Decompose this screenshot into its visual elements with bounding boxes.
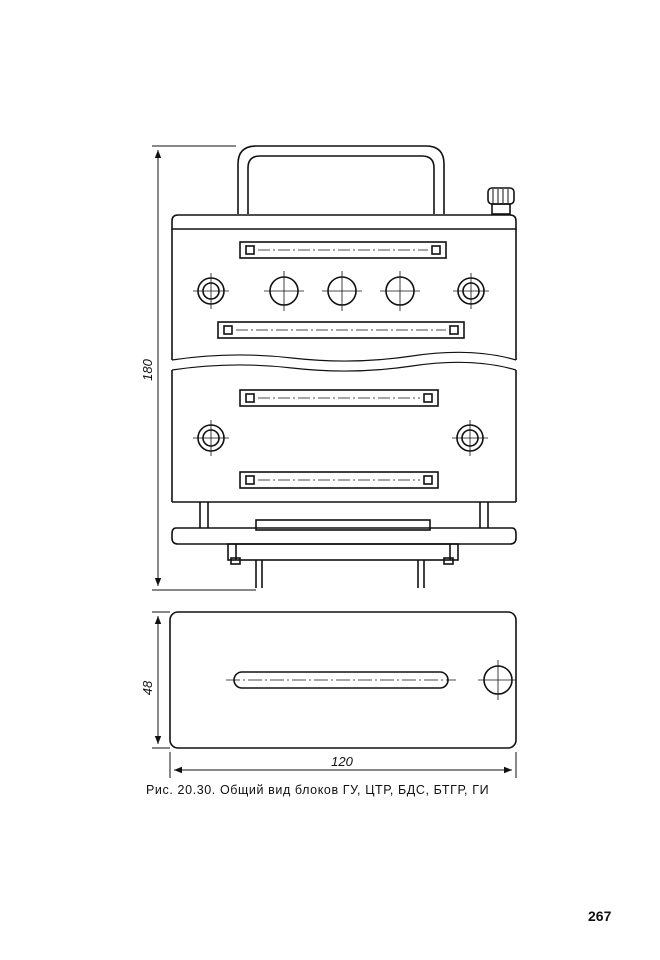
connector [264,271,304,311]
slot-bar [240,472,438,488]
dimension-180 [152,146,256,590]
connector [322,271,362,311]
base-frame [172,502,516,588]
connector [380,271,420,311]
lid [172,215,516,229]
plan-view [170,612,516,748]
dimension-label-180: 180 [140,359,155,381]
connector [453,273,489,309]
connector [452,420,488,456]
slot-bar [218,322,464,338]
connector [478,660,516,700]
figure-caption: Рис. 20.30. Общий вид блоков ГУ, ЦТР, БДС, БТГР, ГИ [146,783,490,797]
connector [193,420,229,456]
slot-bar [240,390,438,406]
connector [193,273,229,309]
front-view [172,146,516,588]
dimension-label-120: 120 [331,754,353,769]
slot-bar [240,242,446,258]
dimension-48 [152,612,170,748]
dimension-label-48: 48 [140,680,155,696]
carry-handle [238,146,444,214]
page-number: 267 [588,908,612,924]
knob [488,188,514,214]
